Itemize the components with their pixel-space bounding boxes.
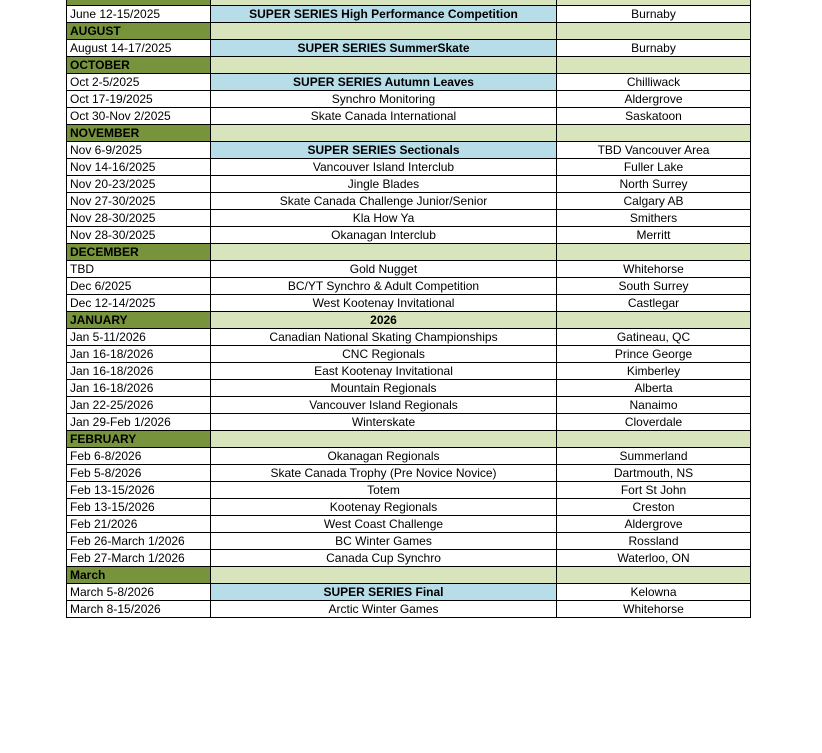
event-cell: Skate Canada Challenge Junior/Senior: [211, 193, 557, 210]
location-cell: Fort St John: [557, 482, 751, 499]
date-cell: August 14-17/2025: [67, 40, 211, 57]
date-cell: March: [67, 567, 211, 584]
event-cell: Synchro Monitoring: [211, 91, 557, 108]
location-cell: Saskatoon: [557, 108, 751, 125]
event-row: [67, 550, 751, 567]
event-cell: [211, 23, 557, 40]
event-row: [67, 584, 751, 601]
location-cell: Merritt: [557, 227, 751, 244]
location-cell: Burnaby: [557, 40, 751, 57]
location-cell: Aldergrove: [557, 91, 751, 108]
event-cell: Okanagan Regionals: [211, 448, 557, 465]
event-cell: [211, 57, 557, 74]
event-row: [67, 329, 751, 346]
event-row: [67, 397, 751, 414]
event-cell: SUPER SERIES Autumn Leaves: [211, 74, 557, 91]
event-row: [67, 499, 751, 516]
date-cell: Feb 13-15/2026: [67, 482, 211, 499]
event-cell: Jingle Blades: [211, 176, 557, 193]
date-cell: Feb 27-March 1/2026: [67, 550, 211, 567]
event-row: [67, 142, 751, 159]
location-cell: Castlegar: [557, 295, 751, 312]
date-cell: Nov 14-16/2025: [67, 159, 211, 176]
event-row: [67, 40, 751, 57]
event-cell: [211, 567, 557, 584]
date-cell: Dec 12-14/2025: [67, 295, 211, 312]
event-cell: West Kootenay Invitational: [211, 295, 557, 312]
location-cell: Cloverdale: [557, 414, 751, 431]
event-row: [67, 193, 751, 210]
date-cell: Feb 13-15/2026: [67, 499, 211, 516]
location-cell: [557, 125, 751, 142]
event-row: [67, 363, 751, 380]
date-cell: March 8-15/2026: [67, 601, 211, 618]
location-cell: Nanaimo: [557, 397, 751, 414]
month-header-row: [67, 567, 751, 584]
date-cell: JANUARY: [67, 312, 211, 329]
location-cell: Prince George: [557, 346, 751, 363]
event-row: [67, 227, 751, 244]
event-cell: Vancouver Island Regionals: [211, 397, 557, 414]
event-cell: Kootenay Regionals: [211, 499, 557, 516]
date-cell: Nov 6-9/2025: [67, 142, 211, 159]
date-cell: Jan 5-11/2026: [67, 329, 211, 346]
location-cell: Kelowna: [557, 584, 751, 601]
location-cell: Chilliwack: [557, 74, 751, 91]
event-cell: [211, 125, 557, 142]
month-header-row: [67, 125, 751, 142]
event-row: [67, 601, 751, 618]
event-cell: CNC Regionals: [211, 346, 557, 363]
location-cell: TBD Vancouver Area: [557, 142, 751, 159]
date-cell: AUGUST: [67, 23, 211, 40]
event-cell: Kla How Ya: [211, 210, 557, 227]
competition-schedule-table: [66, 0, 751, 618]
date-cell: TBD: [67, 261, 211, 278]
date-cell: Jan 22-25/2026: [67, 397, 211, 414]
event-cell: Arctic Winter Games: [211, 601, 557, 618]
event-row: [67, 74, 751, 91]
event-cell: Mountain Regionals: [211, 380, 557, 397]
event-row: [67, 448, 751, 465]
month-header-row: [67, 431, 751, 448]
event-row: [67, 159, 751, 176]
event-cell: Skate Canada Trophy (Pre Novice Novice): [211, 465, 557, 482]
event-cell: Canada Cup Synchro: [211, 550, 557, 567]
date-cell: FEBRUARY: [67, 431, 211, 448]
date-cell: Jan 16-18/2026: [67, 363, 211, 380]
location-cell: [557, 23, 751, 40]
location-cell: Kimberley: [557, 363, 751, 380]
date-cell: Feb 26-March 1/2026: [67, 533, 211, 550]
location-cell: South Surrey: [557, 278, 751, 295]
date-cell: NOVEMBER: [67, 125, 211, 142]
location-cell: Gatineau, QC: [557, 329, 751, 346]
event-cell: Canadian National Skating Championships: [211, 329, 557, 346]
event-row: [67, 6, 751, 23]
event-cell: SUPER SERIES Sectionals: [211, 142, 557, 159]
event-cell: West Coast Challenge: [211, 516, 557, 533]
date-cell: Oct 30-Nov 2/2025: [67, 108, 211, 125]
date-cell: Feb 21/2026: [67, 516, 211, 533]
event-cell: SUPER SERIES Final: [211, 584, 557, 601]
date-cell: June 12-15/2025: [67, 6, 211, 23]
event-cell: Okanagan Interclub: [211, 227, 557, 244]
date-cell: Jan 16-18/2026: [67, 380, 211, 397]
location-cell: Summerland: [557, 448, 751, 465]
location-cell: [557, 57, 751, 74]
event-row: [67, 533, 751, 550]
location-cell: Burnaby: [557, 6, 751, 23]
event-cell: [211, 244, 557, 261]
event-cell: BC/YT Synchro & Adult Competition: [211, 278, 557, 295]
event-cell: SUPER SERIES High Performance Competition: [211, 6, 557, 23]
month-header-row: [67, 23, 751, 40]
date-cell: DECEMBER: [67, 244, 211, 261]
date-cell: March 5-8/2026: [67, 584, 211, 601]
date-cell: Oct 17-19/2025: [67, 91, 211, 108]
location-cell: Rossland: [557, 533, 751, 550]
event-row: [67, 346, 751, 363]
location-cell: Smithers: [557, 210, 751, 227]
date-cell: Nov 28-30/2025: [67, 227, 211, 244]
date-cell: Nov 27-30/2025: [67, 193, 211, 210]
location-cell: North Surrey: [557, 176, 751, 193]
month-header-row: [67, 57, 751, 74]
date-cell: Jan 29-Feb 1/2026: [67, 414, 211, 431]
date-cell: OCTOBER: [67, 57, 211, 74]
event-cell: Vancouver Island Interclub: [211, 159, 557, 176]
date-cell: Nov 20-23/2025: [67, 176, 211, 193]
date-cell: Oct 2-5/2025: [67, 74, 211, 91]
event-cell: Skate Canada International: [211, 108, 557, 125]
month-header-row: [67, 244, 751, 261]
event-row: [67, 278, 751, 295]
date-cell: Feb 5-8/2026: [67, 465, 211, 482]
date-cell: Jan 16-18/2026: [67, 346, 211, 363]
event-row: [67, 380, 751, 397]
location-cell: [557, 244, 751, 261]
event-row: [67, 414, 751, 431]
event-row: [67, 516, 751, 533]
date-cell: Nov 28-30/2025: [67, 210, 211, 227]
event-cell: [211, 431, 557, 448]
event-cell: East Kootenay Invitational: [211, 363, 557, 380]
location-cell: Fuller Lake: [557, 159, 751, 176]
event-cell: 2026: [211, 312, 557, 329]
event-row: [67, 482, 751, 499]
event-row: [67, 91, 751, 108]
event-row: [67, 108, 751, 125]
location-cell: Creston: [557, 499, 751, 516]
schedule-body: [67, 0, 751, 618]
location-cell: Waterloo, ON: [557, 550, 751, 567]
event-row: [67, 210, 751, 227]
location-cell: Aldergrove: [557, 516, 751, 533]
event-cell: SUPER SERIES SummerSkate: [211, 40, 557, 57]
location-cell: Whitehorse: [557, 261, 751, 278]
event-row: [67, 465, 751, 482]
event-cell: Gold Nugget: [211, 261, 557, 278]
event-row: [67, 261, 751, 278]
event-row: [67, 295, 751, 312]
location-cell: Whitehorse: [557, 601, 751, 618]
location-cell: [557, 567, 751, 584]
month-header-row: [67, 312, 751, 329]
date-cell: Dec 6/2025: [67, 278, 211, 295]
location-cell: Dartmouth, NS: [557, 465, 751, 482]
event-cell: Winterskate: [211, 414, 557, 431]
event-cell: BC Winter Games: [211, 533, 557, 550]
event-cell: Totem: [211, 482, 557, 499]
location-cell: [557, 312, 751, 329]
event-row: [67, 176, 751, 193]
location-cell: [557, 431, 751, 448]
date-cell: Feb 6-8/2026: [67, 448, 211, 465]
location-cell: Alberta: [557, 380, 751, 397]
location-cell: Calgary AB: [557, 193, 751, 210]
